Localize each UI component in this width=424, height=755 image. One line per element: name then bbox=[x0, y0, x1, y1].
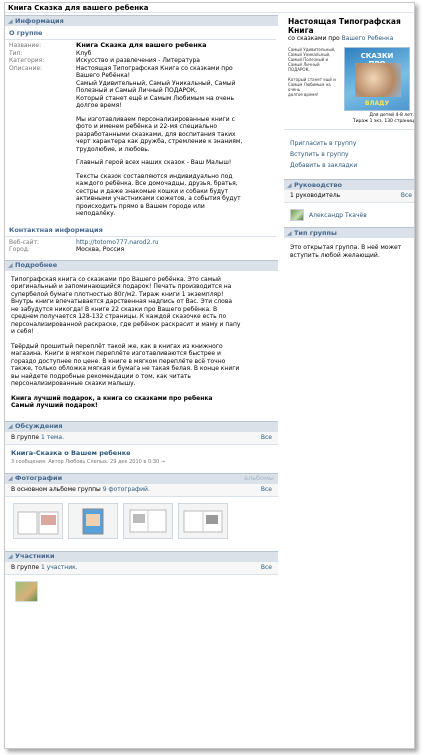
info-row-name bbox=[5, 42, 278, 50]
topic-title-link[interactable]: Книга-Сказка о Вашем ребенке bbox=[11, 448, 131, 457]
leader-name-link[interactable]: Александр Ткачёв bbox=[309, 211, 367, 219]
join-group-link[interactable]: Вступить в группу bbox=[290, 151, 349, 158]
members-section-header[interactable] bbox=[5, 551, 278, 562]
collapse-triangle-icon: ◢ bbox=[8, 475, 13, 482]
about-group-title: О группе bbox=[5, 26, 276, 40]
members-all-link[interactable]: Все bbox=[260, 563, 272, 571]
description-paragraph: Главный герой всех наших сказок - Ваш Малыш! bbox=[76, 159, 232, 166]
invite-to-group-link[interactable]: Пригласить в группу bbox=[290, 140, 357, 147]
info-label: Веб-сайт: bbox=[9, 238, 40, 246]
main-column bbox=[5, 15, 278, 602]
info-section-header[interactable] bbox=[5, 15, 278, 26]
section-title: Информация bbox=[15, 16, 64, 25]
ad-footer: Для детей 4-8 лет. Тираж 1 экз. 130 страниц bbox=[352, 113, 414, 124]
ad-subtitle-prefix: со сказками про bbox=[288, 35, 342, 42]
photo-thumbnail[interactable] bbox=[123, 503, 173, 539]
details-body bbox=[5, 271, 278, 421]
info-row-city bbox=[5, 246, 278, 254]
summary-prefix: В группе bbox=[11, 563, 41, 571]
photos-summary bbox=[5, 484, 278, 497]
group-type-text: Это открытая группа. В неё может вступить любой желающий. bbox=[290, 244, 402, 259]
ad-subtitle-highlight: Вашего Ребенка bbox=[341, 35, 394, 42]
section-title: Руководство bbox=[294, 180, 342, 189]
info-label: Категория: bbox=[9, 57, 45, 64]
book-pages-photo-icon bbox=[181, 506, 225, 536]
advertisement[interactable] bbox=[284, 15, 415, 130]
photo-thumbnails bbox=[5, 497, 278, 545]
section-title: Тип группы bbox=[294, 228, 337, 237]
summary-prefix: В основном альбоме группы bbox=[11, 485, 103, 493]
details-bold-paragraph: Книга лучший подарок, а книга со сказками про ребенка Самый лучший подарок! bbox=[11, 394, 213, 409]
member-avatar[interactable] bbox=[15, 581, 38, 602]
section-title: Подробнее bbox=[15, 261, 58, 269]
open-book-photo-icon bbox=[16, 506, 60, 536]
photos-section-header[interactable] bbox=[5, 473, 278, 484]
section-title: Обсуждения bbox=[15, 422, 63, 430]
window-title: Книга Сказка для вашего ребенка bbox=[5, 3, 414, 13]
collapse-triangle-icon: ◢ bbox=[287, 181, 292, 189]
summary-text bbox=[11, 564, 78, 572]
leaders-count: 1 руководитель bbox=[290, 192, 341, 199]
info-row-website bbox=[5, 239, 278, 247]
discussions-section-header[interactable] bbox=[5, 421, 278, 432]
photo-thumbnail[interactable] bbox=[178, 503, 228, 539]
info-row-category bbox=[5, 57, 278, 65]
leadership-all-link[interactable]: Все bbox=[400, 192, 412, 199]
photos-all-link[interactable]: Все bbox=[260, 485, 272, 493]
leadership-summary bbox=[284, 190, 415, 203]
summary-prefix: В группе bbox=[11, 433, 41, 441]
leadership-section-header[interactable] bbox=[284, 179, 415, 190]
website-link[interactable]: http://totomo777.narod2.ru bbox=[76, 238, 159, 246]
browser-frame bbox=[4, 2, 415, 749]
collapse-triangle-icon: ◢ bbox=[8, 423, 13, 430]
group-type-value: Клуб bbox=[76, 49, 92, 57]
leader-entry[interactable] bbox=[284, 203, 415, 227]
book-title: СКАЗКИ bbox=[360, 52, 394, 60]
info-row-type bbox=[5, 50, 278, 58]
leader-avatar[interactable] bbox=[290, 209, 304, 221]
contact-info-title: Контактная информация bbox=[5, 223, 276, 237]
section-title: Фотографии bbox=[15, 474, 63, 482]
ad-title: Настоящая Типографская Книга bbox=[288, 17, 401, 35]
photos-count-link[interactable]: 9 фотографий. bbox=[102, 485, 150, 493]
discussions-all-link[interactable]: Все bbox=[260, 433, 272, 441]
description-paragraph: Мы изготавливаем персонализированные книги с фото и именем ребёнка и 22-мя специально разработанными сказками, для воспитания таких черт характера как дружба, стремление к знаниям, трудолюбие, и любовь. bbox=[76, 115, 243, 153]
description-paragraph: Тексты сказок составляются индивидуально под каждого ребёнка. Все домочадцы, друзья, братья, сестры и даже знакомые кошки и собаки будут активными участниками сюжетов, а события будут происходить прямо в Вашем городе или неподалёку. bbox=[76, 172, 241, 217]
collapse-triangle-icon: ◢ bbox=[8, 262, 13, 269]
topic-meta: 3 сообщения. Автор Любовь Слепых. 29 дек 2010 в 0:30 → bbox=[11, 458, 165, 465]
group-description-value: Настоящая Типографская Книга со сказками про Вашего Ребёнка! Самый Удивительный, Самый Уникальный, Самый Полезный и Самый Личный ПОДАРОК, Который станет ещё и Самым Любимым на очень долгое время! bbox=[76, 64, 236, 109]
ad-body bbox=[288, 47, 415, 111]
photo-thumbnail[interactable] bbox=[13, 503, 63, 539]
summary-text bbox=[11, 486, 150, 494]
members-summary bbox=[5, 562, 278, 575]
group-name-value: Книга Сказка для вашего ребенка bbox=[76, 41, 207, 49]
details-paragraph: Твёрдый прошитый переплёт такой же, как в книгах из книжного магазина. Книги в мягком переплёте изготавливаются быстрее и гораздо доступнее по цене. В книге в мягком переплёте всё точно также, только обложка мягкая и бумага не такая белая. В конце книги вы найдете подробные рекомендации о том, как читать персонализированные сказки малышу. bbox=[11, 342, 240, 387]
group-actions bbox=[284, 130, 415, 179]
add-bookmark-link[interactable]: Добавить в закладки bbox=[290, 162, 358, 169]
details-section-header[interactable] bbox=[5, 260, 278, 271]
info-row-description bbox=[5, 65, 278, 110]
description-continued bbox=[76, 116, 278, 218]
info-label: Название: bbox=[9, 42, 42, 49]
book-pages-photo-icon bbox=[126, 506, 170, 536]
ad-side-text: Самый Удивительный, Самый Уникальный, Самый Полезный и Самый Личный ПОДАРОК, Который станет ещё и Самым Любимым на очень долгое время! bbox=[288, 47, 336, 97]
book-cover-image bbox=[344, 47, 410, 111]
members-count-link[interactable]: 1 участник. bbox=[40, 563, 78, 571]
collapse-triangle-icon: ◢ bbox=[8, 17, 13, 25]
summary-text bbox=[11, 434, 64, 442]
sidebar-column bbox=[284, 15, 415, 265]
photo-thumbnail[interactable] bbox=[68, 503, 118, 539]
info-label: Описание: bbox=[9, 64, 43, 72]
section-title: Участники bbox=[15, 552, 55, 560]
albums-link[interactable]: альбомы bbox=[244, 474, 274, 482]
ad-subtitle bbox=[288, 35, 415, 43]
topics-count-link[interactable]: 1 тема. bbox=[40, 433, 65, 441]
book-name: ВЛАДУ bbox=[364, 100, 390, 107]
details-paragraph: Типографская книга со сказками про Вашего ребёнка. Это самый оригинальный и запоминающийся подарок! Печать производится на супербелой бумаге плотностью 80г/м2. Тираж книги 1 экземпляр! Внутрь книги впечатывается дарственная надпись от Вас. Эти слова не забудутся никогда! В книге 22 сказки про Вашего ребёнка. В среднем получается 128-132 страницы. К каждой сказочке есть по персонализированной раскраске, где ребёнок раскрасит и маму и папу и себя! bbox=[11, 275, 241, 335]
city-value: Москва, Россия bbox=[76, 246, 125, 253]
info-label: Город: bbox=[9, 246, 30, 253]
group-type-section-header[interactable] bbox=[284, 227, 415, 238]
collapse-triangle-icon: ◢ bbox=[287, 229, 292, 237]
info-label: Тип: bbox=[9, 49, 23, 57]
discussion-topic bbox=[5, 445, 278, 469]
child-photo bbox=[355, 63, 401, 97]
collapse-triangle-icon: ◢ bbox=[8, 553, 13, 560]
group-category-value: Искусство и развлечения - Литература bbox=[76, 57, 200, 64]
discussions-summary bbox=[5, 432, 278, 445]
book-cover-photo-icon bbox=[71, 506, 115, 536]
